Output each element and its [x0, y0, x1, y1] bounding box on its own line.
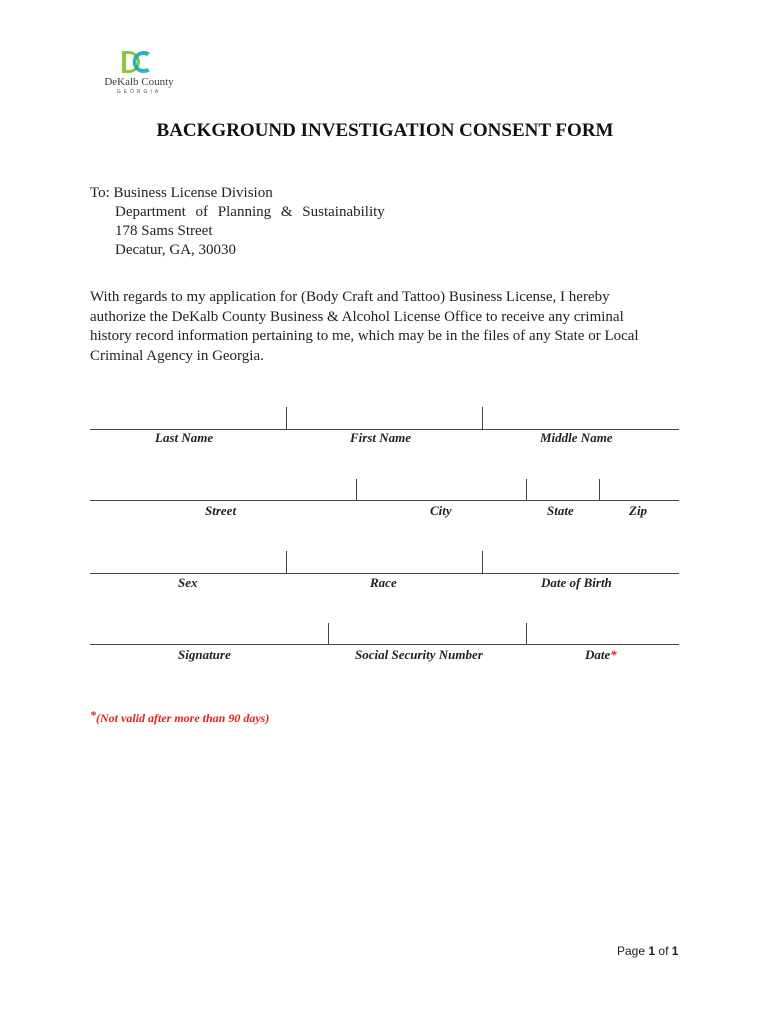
address-block	[90, 184, 385, 260]
field-divider	[286, 551, 287, 573]
validity-note	[90, 708, 270, 726]
demographics-row-line[interactable]	[90, 573, 679, 574]
address-line-3: 178 Sams Street	[115, 223, 213, 239]
last-name-label: Last Name	[155, 430, 214, 445]
address-line-1: To: Business License Division	[90, 185, 273, 201]
zip-label: Zip	[629, 503, 648, 518]
middle-name-label: Middle Name	[540, 430, 613, 445]
consent-paragraph	[90, 288, 670, 367]
signature-label: Signature	[178, 647, 231, 662]
dekalb-county-logo	[96, 48, 182, 100]
page-number: Page 1 of 1	[617, 944, 679, 958]
field-divider	[482, 407, 483, 429]
required-asterisk: *	[610, 647, 617, 662]
first-name-label: First Name	[350, 430, 412, 445]
note-asterisk: *	[90, 708, 96, 722]
paragraph-line: authorize the DeKalb County Business & Alcohol License Office to receive any criminal	[90, 308, 624, 325]
address-line-4: Decatur, GA, 30030	[115, 242, 237, 258]
form-title: BACKGROUND INVESTIGATION CONSENT FORM	[156, 120, 614, 141]
to-prefix: To:	[90, 185, 114, 201]
logo-subtitle: GEORGIA	[116, 89, 162, 95]
street-label: Street	[205, 503, 237, 518]
city-label: City	[430, 503, 452, 518]
date-of-birth-label: Date of Birth	[541, 575, 612, 590]
field-divider	[356, 479, 357, 500]
field-divider	[599, 479, 600, 500]
field-divider	[482, 551, 483, 573]
address-line-2: Department of Planning & Sustainability	[115, 204, 385, 220]
sex-label: Sex	[178, 575, 198, 590]
dc-logo-icon	[120, 50, 152, 74]
signature-row-line[interactable]	[90, 644, 679, 645]
state-label: State	[547, 503, 574, 518]
field-divider	[328, 623, 329, 644]
paragraph-line: With regards to my application for (Body Craft and Tattoo) Business License, I hereby	[90, 289, 610, 305]
field-divider	[526, 479, 527, 500]
paragraph-line: Criminal Agency in Georgia.	[90, 348, 264, 365]
field-divider	[526, 623, 527, 644]
ssn-label: Social Security Number	[355, 647, 483, 662]
race-label: Race	[370, 575, 397, 590]
date-label: Date*	[585, 647, 617, 662]
address-row-line[interactable]	[90, 500, 679, 501]
note-text: (Not valid after more than 90 days)	[96, 711, 270, 725]
field-divider	[286, 407, 287, 429]
paragraph-line: history record information pertaining to me, which may be in the files of any State or Local	[90, 328, 639, 345]
logo-wordmark: DeKalb County	[104, 76, 174, 88]
